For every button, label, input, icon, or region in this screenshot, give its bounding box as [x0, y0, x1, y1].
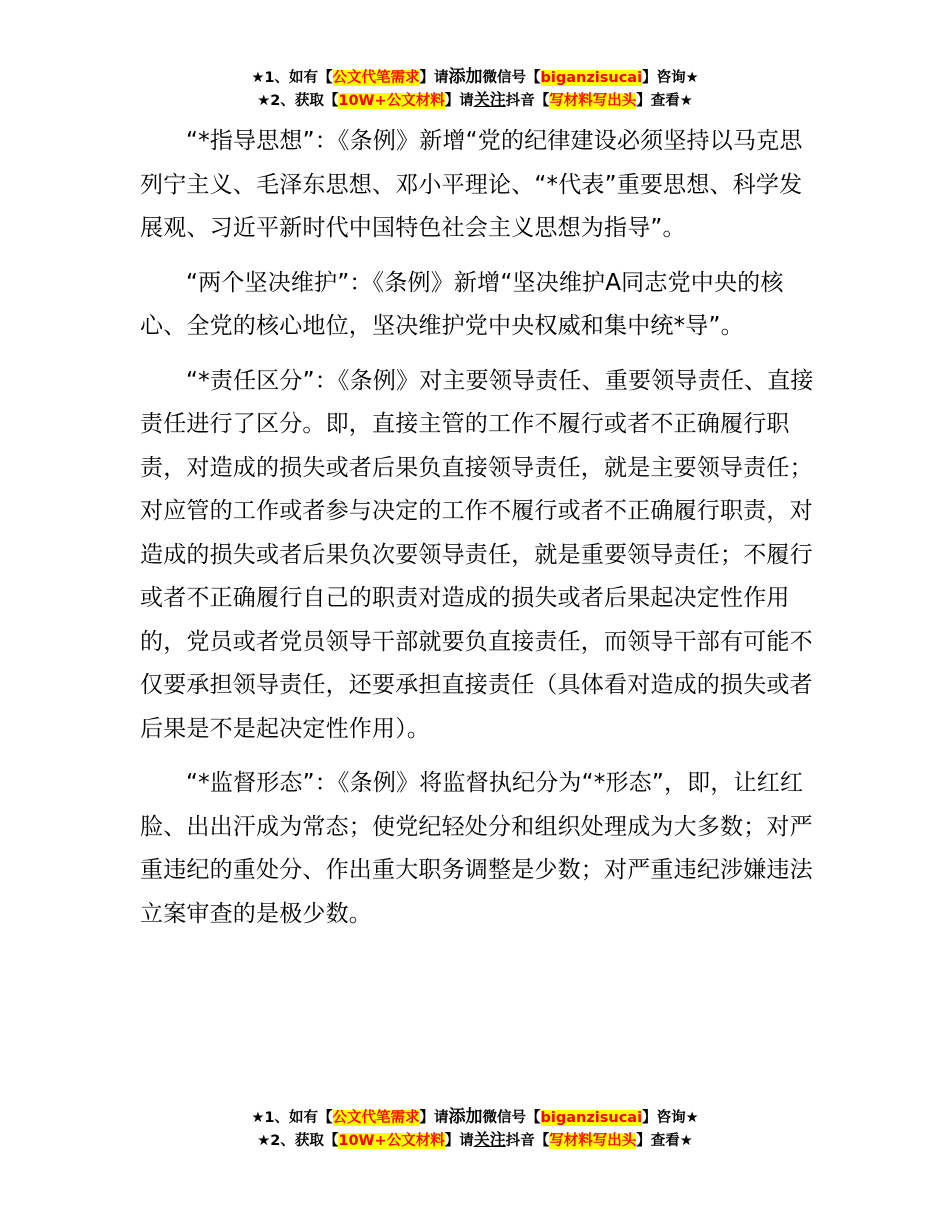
banner-text: 微信号【 [482, 1110, 541, 1126]
banner-line-2 [0, 1129, 950, 1152]
header-banner [0, 66, 950, 112]
footer-banner [0, 1106, 950, 1152]
banner-text: 】查看★ [636, 1133, 693, 1149]
banner-text: 】请 [444, 93, 474, 109]
paragraph-supervision-forms: “*监督形态”：《条例》将监督执纪分为“*形态”，即，让红红脸、出出汗成为常态；使党纪轻处分和组织处理成为大多数；对严重违纪的重处分、作出重大职务调整是少数；对严重违纪涉嫌违法立案审查的是极少数。 [140, 770, 813, 927]
banner-text: ★1、如有【 [251, 1110, 333, 1126]
highlight-wechat-id: biganzisucai [540, 1110, 643, 1126]
banner-emphasis: 添加 [448, 67, 483, 87]
banner-line-2 [0, 89, 950, 112]
banner-emphasis: 添加 [448, 1107, 483, 1127]
banner-emphasis: 关注 [473, 1130, 506, 1149]
highlight-service: 公文代笔需求 [332, 1110, 420, 1126]
highlight-wechat-id: biganzisucai [540, 70, 643, 86]
paragraph-responsibility: “*责任区分”：《条例》对主要领导责任、重要领导责任、直接责任进行了区分。即，直接主管的工作不履行或者不正确履行职责，对造成的损失或者后果负直接领导责任，就是主要领导责任；对应管的工作或者参与决定的工作不履行或者不正确履行职责，对造成的损失或者后果负次要领导责任，就是重要领导责任；不履行或者不正确履行自己的职责对造成的损失或者后果起决定性作用的，党员或者党员领导干部就要负直接责任，而领导干部有可能不仅要承担领导责任，还要承担直接责任（具体看对造成的损失或者后果是不是起决定性作用）。 [140, 367, 814, 742]
document-body [140, 120, 820, 947]
highlight-douyin-account: 写材料写出头 [549, 93, 637, 109]
highlight-service: 公文代笔需求 [332, 70, 420, 86]
banner-text: 】咨询★ [642, 70, 699, 86]
banner-text: 】请 [444, 1133, 474, 1149]
banner-text: ★2、获取【 [257, 1133, 339, 1149]
banner-text: ★1、如有【 [251, 70, 333, 86]
banner-text: 抖音【 [505, 93, 550, 109]
banner-text: ★2、获取【 [257, 93, 339, 109]
banner-text: 抖音【 [505, 1133, 550, 1149]
banner-line-1 [0, 1106, 950, 1129]
banner-text: 】请 [419, 70, 449, 86]
banner-text: 】咨询★ [642, 1110, 699, 1126]
banner-line-1 [0, 66, 950, 89]
banner-text: 】请 [419, 1110, 449, 1126]
banner-text: 】查看★ [636, 93, 693, 109]
paragraph-guiding-ideology: “*指导思想”：《条例》新增“党的纪律建设必须坚持以马克思列宁主义、毛泽东思想、邓小平理论、“*代表”重要思想、科学发展观、习近平新时代中国特色社会主义思想为指导”。 [140, 128, 803, 241]
highlight-douyin-account: 写材料写出头 [549, 1133, 637, 1149]
paragraph-two-upholds: “两个坚决维护”：《条例》新增“坚决维护A同志党中央的核心、全党的核心地位，坚决维护党中央权威和集中统*导”。 [140, 269, 784, 339]
highlight-materials: 10W+公文材料 [338, 93, 445, 109]
banner-emphasis: 关注 [473, 90, 506, 109]
banner-text: 微信号【 [482, 70, 541, 86]
highlight-materials: 10W+公文材料 [338, 1133, 445, 1149]
